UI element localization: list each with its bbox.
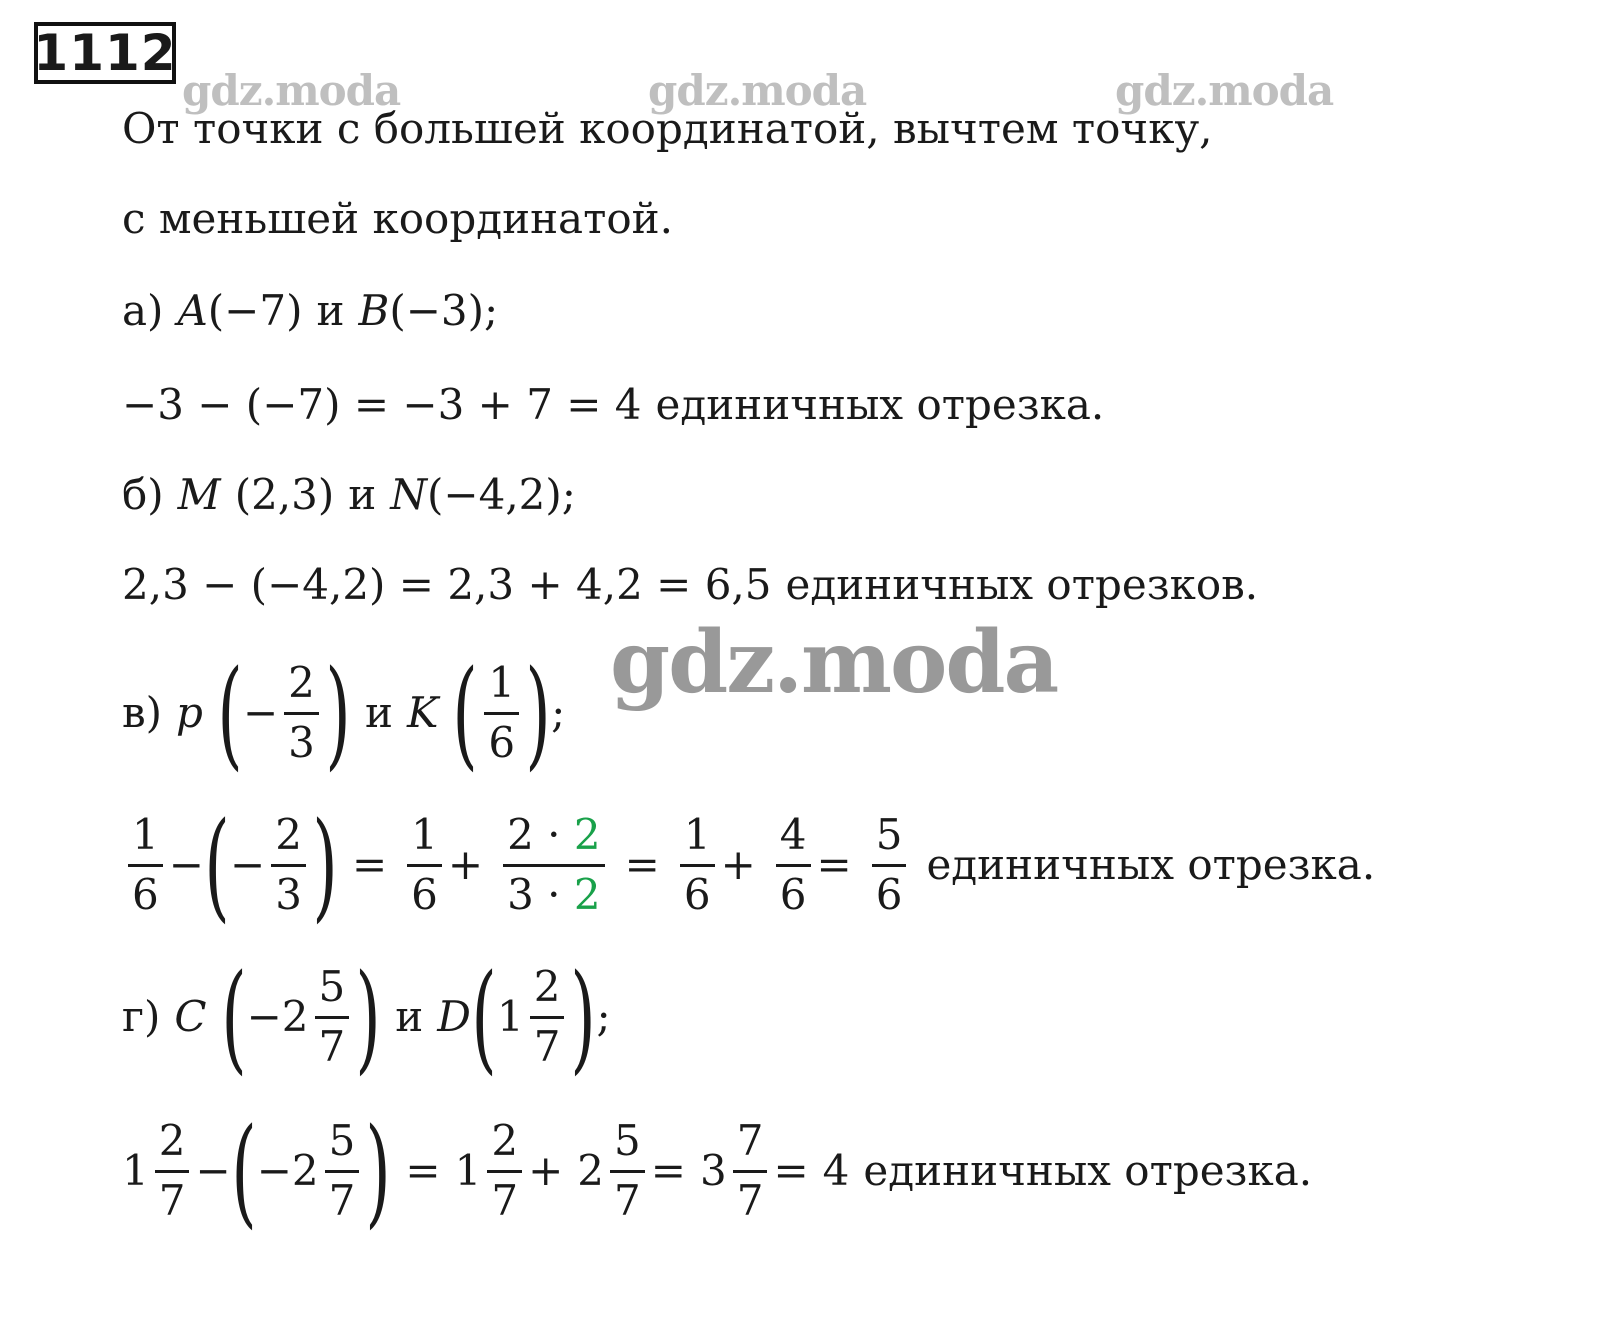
point-name: C bbox=[174, 992, 207, 1041]
conjunction: и bbox=[395, 992, 424, 1041]
plus: + bbox=[720, 840, 756, 889]
equals: = bbox=[624, 840, 660, 889]
watermark: gdz.moda bbox=[1115, 66, 1334, 115]
conjunction: и bbox=[348, 470, 377, 519]
fraction: $\frac{4}{6}$ bbox=[776, 813, 811, 916]
whole-part: 1 bbox=[122, 1146, 149, 1195]
watermark: gdz.moda bbox=[648, 66, 867, 115]
part-c-points bbox=[122, 644, 566, 782]
left-paren: ( bbox=[217, 644, 243, 782]
fraction: $\frac{2}{7}$ bbox=[155, 1119, 190, 1222]
equals: = bbox=[351, 840, 388, 889]
unit-text: единичных отрезка. bbox=[926, 840, 1376, 889]
point-coord: (−4,2); bbox=[427, 470, 576, 519]
whole-part: −2 bbox=[256, 1146, 319, 1195]
point-name: K bbox=[406, 688, 439, 737]
operator: − bbox=[195, 1146, 231, 1195]
point-name: p bbox=[176, 688, 203, 737]
fraction: $\frac{5}{7}$ bbox=[315, 965, 350, 1068]
operator: − bbox=[168, 840, 204, 889]
whole-part: −2 bbox=[246, 992, 309, 1041]
part-b-points bbox=[122, 470, 576, 519]
left-paren: ( bbox=[220, 948, 247, 1086]
calculation: −3 − (−7) = −3 + 7 = 4 bbox=[122, 380, 642, 429]
plus: + bbox=[528, 1146, 564, 1195]
fraction: $\frac{1}{6}$ bbox=[407, 813, 442, 916]
result: 4 bbox=[822, 1146, 850, 1195]
fraction: $\frac{1}{6}$ bbox=[484, 661, 519, 764]
unit-text: единичных отрезка. bbox=[655, 380, 1105, 429]
unit-text: единичных отрезков. bbox=[785, 560, 1259, 609]
problem-number: 1112 bbox=[33, 24, 177, 82]
equals: = bbox=[405, 1146, 441, 1195]
point-coord: (−3); bbox=[389, 286, 499, 335]
part-label: в) bbox=[122, 688, 163, 737]
right-paren: ) bbox=[365, 1102, 392, 1240]
whole-part: 1 bbox=[497, 992, 524, 1041]
intro-line-2: с меньшей координатой. bbox=[122, 194, 673, 243]
plus: + bbox=[447, 840, 484, 889]
equals: = bbox=[650, 1146, 686, 1195]
part-a-calc bbox=[122, 380, 1105, 429]
left-paren: ( bbox=[452, 644, 479, 782]
point-name: A bbox=[177, 286, 208, 335]
fraction: $\frac{2}{7}$ bbox=[487, 1119, 522, 1222]
point-name: D bbox=[437, 992, 471, 1041]
fraction: $\frac{5}{7}$ bbox=[610, 1119, 645, 1222]
highlighted-multiplier: 2 bbox=[573, 810, 601, 860]
right-paren: ) bbox=[570, 948, 597, 1086]
part-label: а) bbox=[122, 286, 164, 335]
point-coord: (−7) bbox=[207, 286, 303, 335]
conjunction: и bbox=[364, 688, 393, 737]
fraction: $\frac{2}{3}$ bbox=[271, 813, 306, 916]
calculation: 2,3 − (−4,2) = 2,3 + 4,2 = 6,5 bbox=[122, 560, 772, 609]
watermark-large: gdz.moda bbox=[610, 612, 1058, 713]
right-paren: ) bbox=[325, 644, 351, 782]
fraction: $\frac{7}{7}$ bbox=[733, 1119, 768, 1222]
intro-line-1: От точки с большей координатой, вычтем точку, bbox=[122, 104, 1213, 153]
left-paren: ( bbox=[471, 948, 497, 1086]
conjunction: и bbox=[316, 286, 345, 335]
left-paren: ( bbox=[231, 1102, 257, 1240]
part-d-points bbox=[122, 948, 611, 1086]
part-b-calc bbox=[122, 560, 1259, 609]
fraction: $\frac{1}{6}$ bbox=[128, 813, 163, 916]
whole-part: 1 bbox=[454, 1146, 482, 1195]
part-d-calc bbox=[122, 1102, 1313, 1240]
right-paren: ) bbox=[525, 644, 551, 782]
point-coord: (2,3) bbox=[234, 470, 335, 519]
highlighted-multiplier: 2 bbox=[573, 869, 601, 919]
whole-part: 2 bbox=[577, 1146, 605, 1195]
part-label: г) bbox=[122, 992, 161, 1041]
right-paren: ) bbox=[312, 796, 338, 934]
unit-text: единичных отрезка. bbox=[863, 1146, 1313, 1195]
minus-sign: − bbox=[229, 840, 266, 889]
right-paren: ) bbox=[355, 948, 381, 1086]
point-name: N bbox=[390, 470, 428, 519]
equals: = bbox=[816, 840, 852, 889]
equals: = bbox=[773, 1146, 809, 1195]
fraction-with-multiplier: $\frac{2 \cdot 2}{3 \cdot 2}$ bbox=[503, 813, 605, 916]
minus-sign: − bbox=[242, 688, 279, 737]
fraction: $\frac{2}{7}$ bbox=[530, 965, 565, 1068]
semicolon: ; bbox=[596, 992, 611, 1041]
fraction: $\frac{5}{7}$ bbox=[325, 1119, 360, 1222]
part-a-points bbox=[122, 286, 499, 335]
watermark: gdz.moda bbox=[182, 66, 401, 115]
part-label: б) bbox=[122, 470, 164, 519]
part-c-calc bbox=[122, 796, 1376, 934]
point-name: B bbox=[358, 286, 390, 335]
point-name: M bbox=[177, 470, 221, 519]
whole-part: 3 bbox=[699, 1146, 727, 1195]
fraction: $\frac{2}{3}$ bbox=[284, 661, 319, 764]
semicolon: ; bbox=[551, 688, 566, 737]
fraction: $\frac{1}{6}$ bbox=[680, 813, 715, 916]
left-paren: ( bbox=[204, 796, 230, 934]
fraction: $\frac{5}{6}$ bbox=[872, 813, 907, 916]
